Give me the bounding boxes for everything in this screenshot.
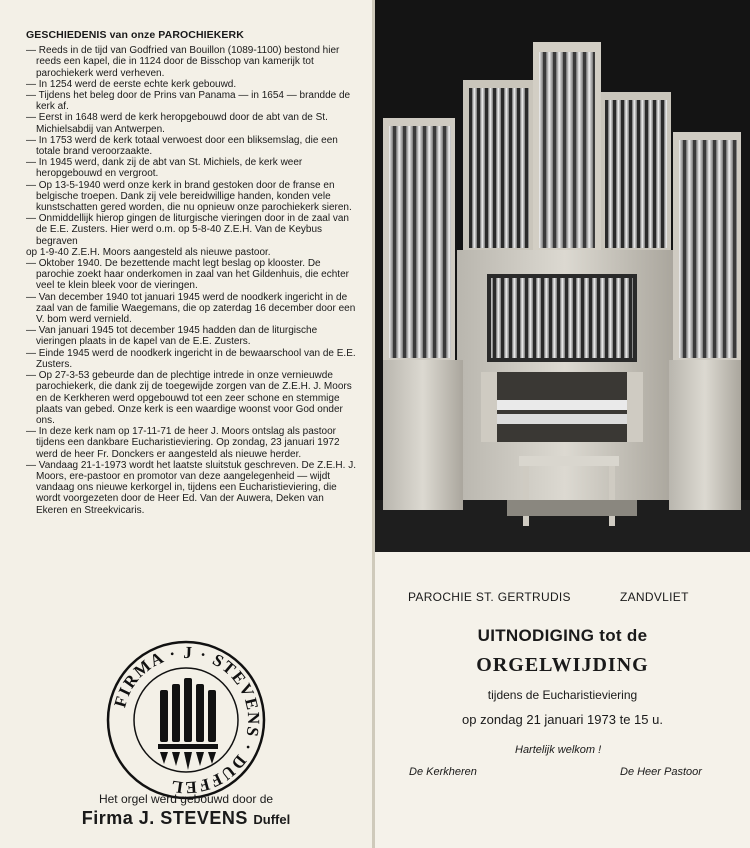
history-item: — Eerst in 1648 werd de kerk heropgebouwd door de abt van de St. Michielsabdij van Antwerpen. (26, 112, 358, 134)
history-item: — Oktober 1940. De bezettende macht legt beslag op klooster. De parochie zoekt haar onderkomen in zaal van het Gildenhuis, die echter veel te klein bleek voor de vieringen. (26, 258, 358, 292)
history-list (26, 45, 358, 516)
firm-name: Firma J. STEVENS (81, 808, 248, 828)
history-item: — In 1945 werd, dank zij de abt van St. Michiels, de kerk weer heropgebouwd en vergroot. (26, 157, 358, 179)
signature-pastor: De Heer Pastoor (620, 766, 702, 778)
builder-line: Het orgel werd gebouwd door de (98, 792, 274, 806)
history-item: — Onmiddellijk hierop gingen de liturgische vieringen door in de zaal van de E.E. Zusters. Hier werd o.m. op 5-8-40 Z.E.H. Van de Keybus begraven (26, 213, 358, 247)
invitation-panel (375, 560, 750, 848)
history-item: — Reeds in de tijd van Godfried van Bouillon (1089-1100) bestond hier reeds een kapel, die in 1124 door de Bisschop van kamerijk tot parochiekerk werd verheven. (26, 45, 358, 79)
svg-text:FIRMA · J · STEVENS · DUFFEL: FIRMA · J · STEVENS · DUFFEL (110, 642, 264, 798)
history-item: — Op 27-3-53 gebeurde dan de plechtige intrede in onze vernieuwde parochiekerk, die dank zij de toegewijde zorgen van de Z.E.H. J. Moors en de Kerkheren werd opgebouwd tot een zeer schone en stemmige plaats van gebed. Onze kerk is een waardige woonst voor God onder ons. (26, 370, 358, 426)
signature-churchwardens: De Kerkheren (409, 766, 477, 778)
history-item: — Van januari 1945 tot december 1945 hadden dan de liturgische vieringen plaats in de kapel van de E.E. Zusters. (26, 325, 358, 347)
builder-firm (0, 808, 372, 829)
history-item: — Einde 1945 werd de noodkerk ingericht in de bewaarschool van de E.E. Zusters. (26, 348, 358, 370)
history-item: — Op 13-5-1940 werd onze kerk in brand gestoken door de franse en belgische troepen. Dank zij vele bereidwillige handen, konden vele kunstschatten gered worden, die nu opnieuw onze parochiekerk sieren. (26, 180, 358, 214)
history-item: — In deze kerk nam op 17-11-71 de heer J. Moors ontslag als pastoor tijdens een dankbare Eucharistieviering. Op zondag, 23 januari 1972 werd de heer Fr. Donckers er aangesteld als nieuwe herder. (26, 426, 358, 460)
history-item: — Vandaag 21-1-1973 wordt het laatste sluitstuk geschreven. De Z.E.H. J. Moors, ere-pastoor en promotor van deze aangelegenheid — wijdt vandaag ons nieuwe kerkorgel in, tijdens een Eucharistieviering, die wordt voorgezeten door de Heer Ed. Van der Auwera, Deken van Ekeren en Streekvicaris. (26, 460, 358, 516)
history-heading: GESCHIEDENIS van onze PAROCHIEKERK (26, 29, 244, 41)
event-title: ORGELWIJDING (476, 654, 649, 676)
invitation-title: UITNODIGING tot de (477, 626, 648, 645)
firm-town: Duffel (253, 812, 291, 827)
church-history (26, 30, 358, 516)
history-item: op 1-9-40 Z.E.H. Moors aangesteld als nieuwe pastoor. (26, 246, 271, 258)
town-name: ZANDVLIET (620, 590, 689, 604)
history-item: — In 1753 werd de kerk totaal verwoest door een bliksemslag, die een totale brand veroorzaakte. (26, 135, 358, 157)
parish-name: PAROCHIE ST. GERTRUDIS (408, 590, 571, 604)
left-panel (0, 0, 372, 848)
stevens-seal-logo (106, 640, 266, 800)
history-item: — Van december 1940 tot januari 1945 werd de noodkerk ingericht in de zaal van de familie Waegemans, die op zaterdag 16 december door een V. bom werd vernield. (26, 292, 358, 326)
organ-photo (375, 0, 750, 552)
history-item: — Tijdens het beleg door de Prins van Panama — in 1654 — brandde de kerk af. (26, 90, 358, 112)
event-context: tijdens de Eucharistieviering (487, 688, 638, 702)
event-date: op zondag 21 januari 1973 te 15 u. (462, 712, 663, 727)
history-item: — In 1254 werd de eerste echte kerk gebouwd. (26, 79, 358, 90)
welcome-text: Hartelijk welkom ! (515, 744, 602, 756)
